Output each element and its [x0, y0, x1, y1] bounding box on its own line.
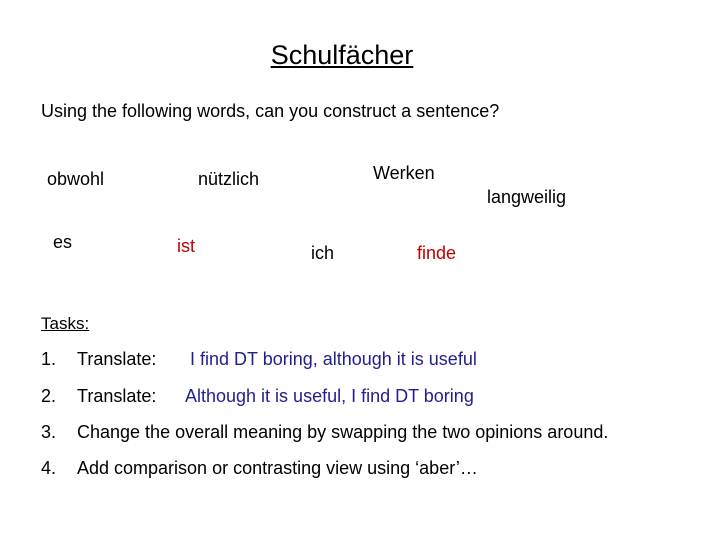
word-nuetzlich: nützlich: [198, 169, 260, 189]
word-werken: Werken: [373, 163, 435, 183]
task-2-label: Translate:: [77, 386, 157, 406]
task-4-number: 4.: [41, 458, 57, 478]
word-langweilig: langweilig: [487, 187, 567, 207]
task-1-label: Translate:: [77, 349, 157, 369]
tasks-heading: Tasks:: [41, 314, 90, 333]
task-2-answer: Although it is useful, I find DT boring: [185, 386, 474, 406]
task-4-label: Add comparison or contrasting view using ‘aber’…: [77, 458, 478, 478]
instruction-text: Using the following words, can you construct a sentence?: [41, 101, 500, 121]
word-finde: finde: [417, 243, 457, 263]
word-ich: ich: [311, 243, 335, 263]
task-1-answer: I find DT boring, although it is useful: [190, 349, 477, 369]
word-ist: ist: [177, 236, 195, 256]
task-3-label: Change the overall meaning by swapping the two opinions around.: [77, 422, 609, 442]
task-1-number: 1.: [41, 349, 57, 369]
task-2-number: 2.: [41, 386, 57, 406]
task-3-number: 3.: [41, 422, 57, 442]
word-obwohl: obwohl: [47, 169, 105, 189]
page-title: Schulfächer: [270, 40, 414, 70]
word-es: es: [53, 232, 73, 252]
